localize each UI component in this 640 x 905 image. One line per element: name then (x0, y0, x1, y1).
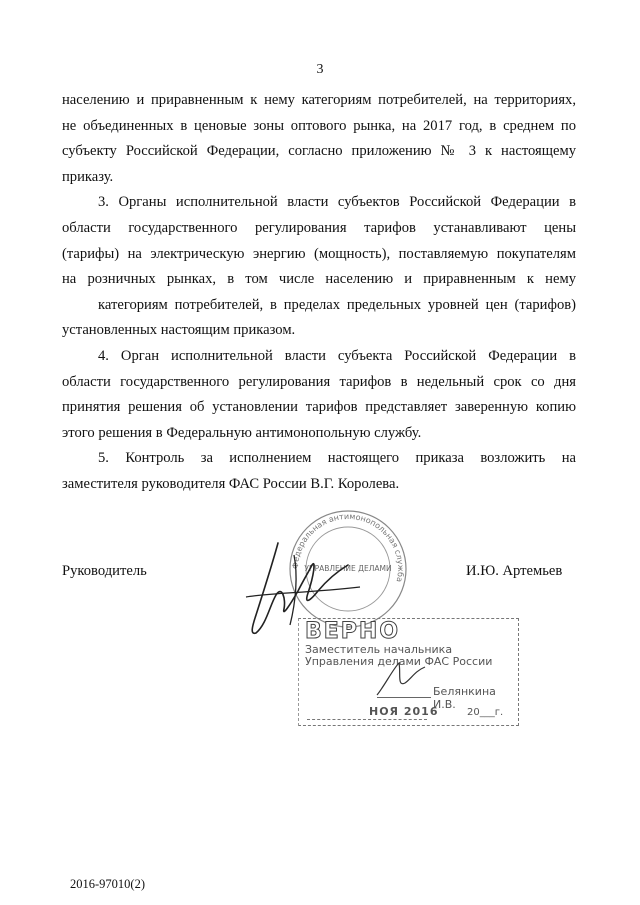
stamp-signature (371, 659, 431, 699)
text-line: категориям потребителей, в пределах предельных уровней цен (тарифов) (98, 296, 576, 313)
seal-ring-text: Федеральная антимонопольная служба (290, 511, 406, 583)
paragraph-2-continuation (62, 88, 576, 190)
seal-center-text: УПРАВЛЕНИЕ ДЕЛАМИ (304, 564, 392, 573)
text-line: субъекту Российской Федерации, согласно приложению № 3 к настоящему (62, 143, 576, 160)
stamp-position-line1: Заместитель начальника (305, 643, 453, 656)
stamp-position-line2: Управления делами ФАС России (305, 655, 493, 668)
paragraph-3 (62, 190, 576, 344)
text-line: принятия решения об установлении тарифов представляет заверенную копию (62, 399, 576, 416)
text-line: области государственного регулирования тарифов в недельный срок со дня (62, 373, 576, 390)
text-line: не объединенных в ценовые зоны оптового рынка, на 2017 год, в среднем по (62, 117, 576, 134)
text-line: 3. Органы исполнительной власти субъектов Российской Федерации в (98, 194, 576, 211)
text-line: населению и приравненным к нему категориям потребителей, на территориях, (62, 92, 576, 108)
text-line: этого решения в Федеральную антимонопольную службу. (62, 424, 422, 441)
stamp-verno: ВЕРНО (305, 619, 401, 644)
stamp-name-rule (377, 697, 431, 698)
paragraph-5 (62, 446, 576, 497)
stamp-year: 20___г. (467, 707, 504, 718)
stamp-date-rule (307, 719, 427, 720)
text-line: (тарифы) на электрическую энергию (мощность), поставляемую покупателям (62, 245, 576, 262)
stamp-name: Белянкина И.В. (433, 685, 496, 711)
certification-stamp (298, 618, 519, 726)
text-line: приказу. (62, 168, 114, 185)
text-line: 4. Орган исполнительной власти субъекта Российской Федерации в (98, 347, 576, 364)
page-number: 3 (316, 62, 324, 77)
stamp-date: НОЯ 2016 (369, 705, 439, 718)
signature-title: Руководитель (62, 563, 147, 579)
text-line: области государственного регулирования тарифов устанавливают цены (62, 219, 576, 236)
signatory-name: И.Ю. Артемьев (466, 563, 563, 579)
text-line: на розничных рынках, в том числе населению и приравненным к нему (62, 271, 576, 288)
text-line: 5. Контроль за исполнением настоящего приказа возложить на (98, 450, 576, 467)
text-line: заместителя руководителя ФАС России В.Г. Королева. (62, 475, 400, 492)
text-line: установленных настоящим приказом. (62, 322, 296, 339)
body-text (62, 88, 576, 498)
document-code: 2016-97010(2) (70, 877, 145, 891)
paragraph-4 (62, 344, 576, 446)
